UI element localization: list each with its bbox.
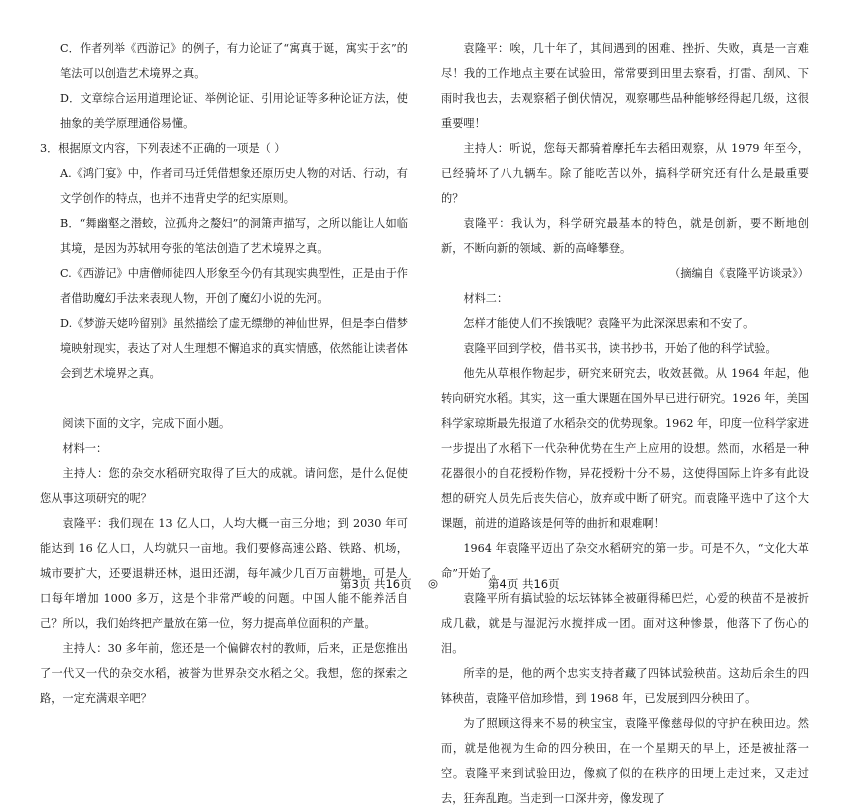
spacer: [40, 386, 408, 411]
interview-paragraph: 袁隆平：我认为，科学研究最基本的特色，就是创新，要不断地创新，不断向新的领域、新的高峰攀登。: [441, 217, 809, 255]
option-d-prev: D．文章综合运用道理论证、举例论证、引用论证等多种论证方法，使抽象的美学原理通俗易懂。: [60, 92, 408, 130]
option-c-prev: C．作者列举《西游记》的例子，有力论证了“寓真于诞，寓实于玄”的笔法可以创造艺术境界之真。: [60, 42, 408, 80]
left-column: [40, 36, 408, 711]
interview-paragraph: 主持人：30 多年前，您还是一个偏僻农村的教师，后来，正是您推出了一代又一代的杂交水稻，被誉为世界杂交水稻之父。我想，您的探索之路，一定充满艰辛吧？: [40, 642, 408, 705]
interview-paragraph: 袁隆平：我们现在 13 亿人口，人均大概一亩三分地；到 2030 年可能达到 16 亿人口，人均就只一亩地。我们要修高速公路、铁路、机场，城市要扩大，还要退耕还林，退田还湖，每年减少几百万亩耕地，可是人口每年增加 1000 多万，这是个非常严峻的问题。中国人能不能养活自己？所以，我们始终把产量放在第一位，努力提高单位面积的产量。: [40, 517, 408, 630]
interview-paragraph: 主持人：听说，您每天都骑着摩托车去稻田观察，从 1979 年至今，已经骑坏了八九辆车。除了能吃苦以外，搞科学研究还有什么是最重要的？: [441, 142, 809, 205]
source-citation: （摘编自《袁隆平访谈录》）: [669, 267, 809, 280]
interview-paragraph: 主持人：您的杂交水稻研究取得了巨大的成就。请问您，是什么促使您从事这项研究的呢？: [40, 467, 408, 505]
reading-intro: 阅读下面的文字，完成下面小题。: [62, 417, 231, 430]
center-mark: ◎: [428, 576, 439, 590]
question-3-option-a: A.《鸿门宴》中，作者司马迁凭借想象还原历史人物的对话、行动，有文学创作的特点，也并不违背史学的纪实原则。: [60, 167, 408, 205]
right-column: [441, 36, 809, 811]
question-3-option-b: B．“舞幽壑之潜蛟，泣孤舟之嫠妇”的洞箫声描写，之所以能让人如临其境，是因为苏轼用夸张的笔法创造了艺术境界之真。: [60, 217, 408, 255]
question-3-option-d: D.《梦游天姥吟留别》虽然描绘了虚无缥缈的神仙世界，但是李白借梦境映射现实，表达了对人生理想不懈追求的真实情感，依然能让读者体会到艺术境界之真。: [60, 317, 408, 380]
body-paragraph: 1964 年袁隆平迈出了杂交水稻研究的第一步。可是不久，“文化大革命”开始了。: [441, 542, 809, 580]
interview-paragraph: 袁隆平：唉，几十年了，其间遇到的困难、挫折、失败，真是一言难尽！我的工作地点主要在试验田，常常要到田里去察看，打雷、刮风、下雨时我也去，去观察稻子倒伏情况，观察哪些品种能够经得起几级，这很重要哩！: [441, 42, 809, 130]
question-3-option-c: C.《西游记》中唐僧师徒四人形象至今仍有其现实典型性，正是由于作者借助魔幻手法来表现人物，开创了魔幻小说的先河。: [60, 267, 408, 305]
material-2-heading: 材料二：: [463, 292, 509, 305]
body-paragraph: 袁隆平回到学校，借书买书，读书抄书，开始了他的科学试验。: [463, 342, 777, 355]
material-1-heading: 材料一：: [62, 442, 108, 455]
question-3: 3．根据原文内容，下列表述不正确的一项是（ ）: [40, 142, 286, 155]
body-paragraph: 他先从草根作物起步，研究来研究去，收效甚微。从 1964 年起，他转向研究水稻。其实，这一重大课题在国外早已进行研究。1926 年，美国科学家琼斯最先报道了水稻杂交的优势现象。1962 年，印度一位科学家进一步提出了水稻下一代杂种优势在生产上应用的设想。然而，水稻是一种花器很小的自花授粉作物，异花授粉十分不易，这使得国际上许多有此设想的研究人员先后丧失信心，放弃或中断了研究。而袁隆平选中了这个大课题，前进的道路该是何等的曲折和艰难啊！: [441, 367, 809, 530]
body-paragraph: 怎样才能使人们不挨饿呢？袁隆平为此深深思索和不安了。: [463, 317, 755, 330]
body-paragraph: 为了照顾这得来不易的秧宝宝，袁隆平像慈母似的守护在秧田边。然而，就是他视为生命的四分秧田，在一个星期天的早上，还是被扯落一空。袁隆平来到试验田边，像疯了似的在秩序的田埂上走过来，又走过去，狂奔乱跑。当走到一口深井旁，像发现了: [441, 717, 809, 805]
page-number-left: 第3页 共16页: [340, 577, 412, 591]
body-paragraph: 所幸的是，他的两个忠实支持者藏了四钵试验秧苗。这劫后余生的四钵秧苗，袁隆平倍加珍惜，到 1968 年，已发展到四分秧田了。: [441, 667, 809, 705]
body-paragraph: 袁隆平所有搞试验的坛坛钵钵全被砸得稀巴烂，心爱的秧苗不是被折成几截，就是与湿泥污水搅拌成一团。面对这种惨景，他落下了伤心的泪。: [441, 592, 809, 655]
page-number-right: 第4页 共16页: [488, 577, 560, 591]
